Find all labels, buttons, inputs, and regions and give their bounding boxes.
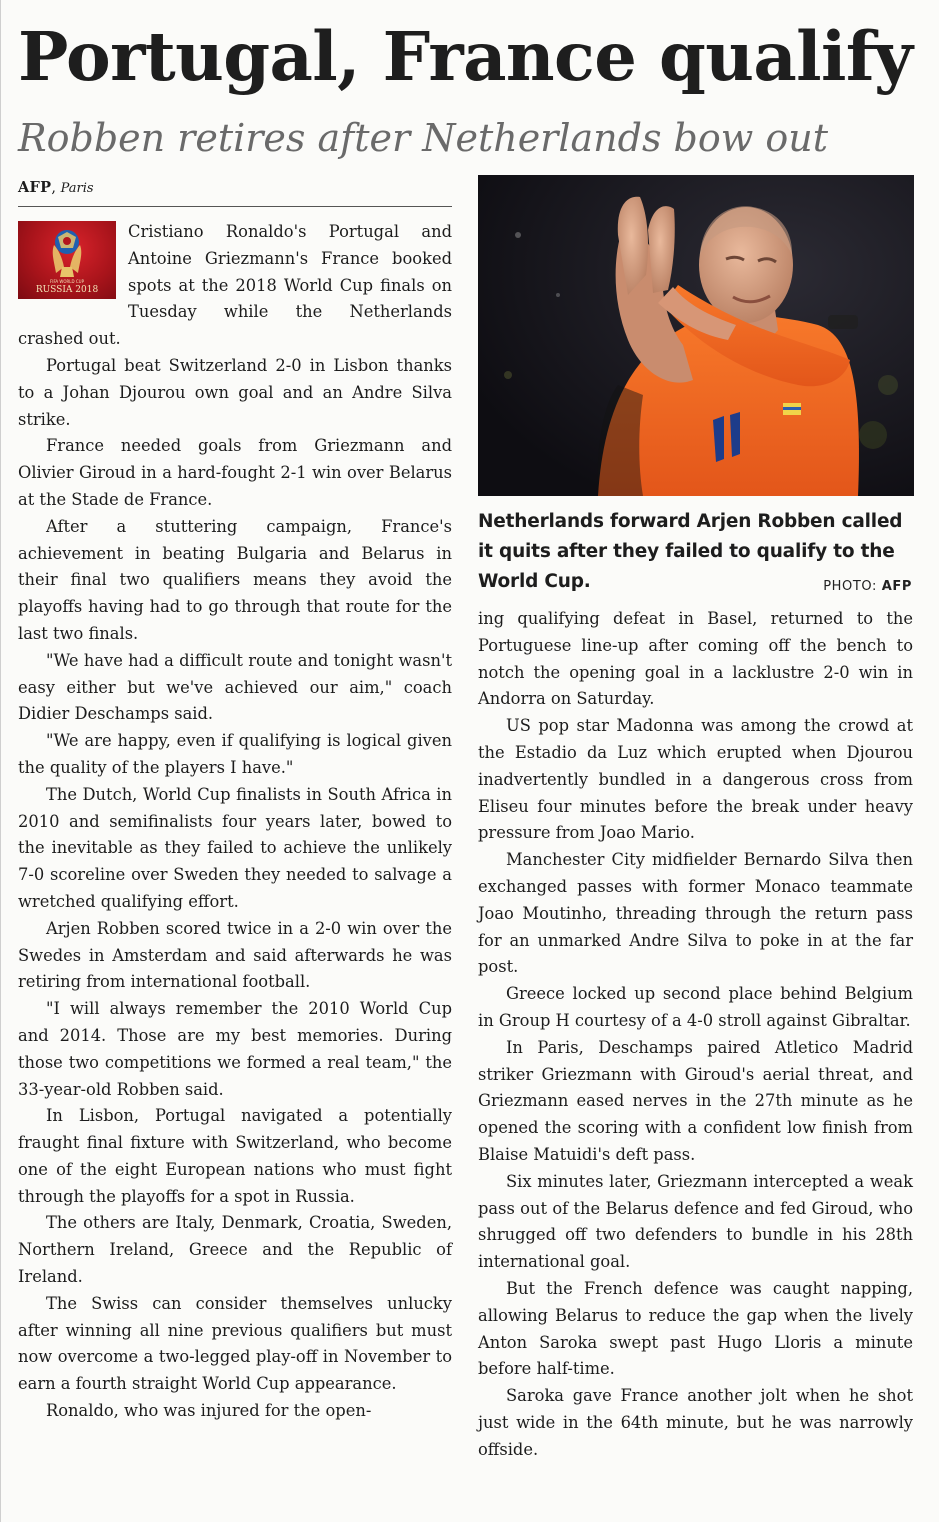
article-left-column xyxy=(18,219,452,1425)
byline-rule xyxy=(18,206,452,207)
article-paragraph: France needed goals from Griezmann and Olivier Giroud in a hard-fought 2-1 win over Belarus at the Stade de France. xyxy=(18,436,452,509)
page-left-rule xyxy=(0,0,1,1522)
byline xyxy=(18,176,94,201)
article-paragraph: The others are Italy, Denmark, Croatia, Sweden, Northern Ireland, Greece and the Republic of Ireland. xyxy=(18,1213,452,1287)
news-photo xyxy=(478,175,914,496)
article-paragraph: Saroka gave France another jolt when he shot just wide in the 64th minute, but he was narrowly offside. xyxy=(478,1386,913,1459)
footballer-applauding-icon xyxy=(478,175,914,496)
article-paragraph: Manchester City midfielder Bernardo Silva then exchanged passes with former Monaco teammate Joao Moutinho, threading through the return pass for an unmarked Andre Silva to poke in at the far post. xyxy=(478,850,913,977)
logo-small-text: FIFA WORLD CUP xyxy=(49,279,85,284)
article-right-column xyxy=(478,606,913,1464)
article-paragraph: "We are happy, even if qualifying is logical given the quality of the players I have." xyxy=(18,731,452,777)
article-paragraph: The Swiss can consider themselves unlucky after winning all nine previous qualifiers but must now overcome a two-legged play-off in November to earn a fourth straight World Cup appearance. xyxy=(18,1293,452,1394)
byline-separator: , xyxy=(51,180,56,196)
article-paragraph: The Dutch, World Cup finalists in South Africa in 2010 and semifinalists four years later, bowed to the inevitable as they failed to achieve the unlikely 7-0 scoreline over Sweden they needed to salvage a wretched qualifying effort. xyxy=(18,784,452,911)
article-paragraph: Cristiano Ronaldo's Portugal and Antoine Griezmann's France booked spots at the 2018 World Cup finals on Tuesday while the Netherlands crashed out. xyxy=(18,222,452,349)
logo-text: RUSSIA 2018 xyxy=(35,285,99,295)
article-paragraph: But the French defence was caught napping, allowing Belarus to reduce the gap when the lively Anton Saroka swept past Hugo Lloris a minute before half-time. xyxy=(478,1278,913,1379)
article-paragraph: Ronaldo, who was injured for the open- xyxy=(46,1401,372,1421)
article-paragraph: After a stuttering campaign, France's achievement in beating Bulgaria and Belarus in their final two qualifiers means they avoid the playoffs having had to go through that route for the last two finals. xyxy=(18,516,452,643)
article-paragraph: "I will always remember the 2010 World Cup and 2014. Those are my best memories. During those two competitions we formed a real team," the 33-year-old Robben said. xyxy=(18,999,452,1099)
article-paragraph: Greece locked up second place behind Belgium in Group H courtesy of a 4-0 stroll against Gibraltar. xyxy=(478,984,913,1030)
photo-credit-source: AFP xyxy=(881,579,912,594)
photo-credit xyxy=(823,579,912,594)
article-paragraph: Six minutes later, Griezmann intercepted a weak pass out of the Belarus defence and fed Giroud, who shrugged off two defenders to bundle in his 28th international goal. xyxy=(478,1171,913,1272)
article-paragraph: In Paris, Deschamps paired Atletico Madrid striker Griezmann with Giroud's aerial threat, and Griezmann eased nerves in the 27th minute as he opened the scoring with a confident low finish from Blaise Matuidi's deft pass. xyxy=(478,1037,913,1164)
world-cup-logo xyxy=(18,221,116,299)
article-paragraph: US pop star Madonna was among the crowd at the Estadio da Luz which erupted when Djourou inadvertently bundled in a dangerous cross from Eliseu four minutes before the break under heavy pressure from Joao Mario. xyxy=(478,716,913,843)
world-cup-trophy-icon xyxy=(18,221,116,299)
photo-credit-label: PHOTO: xyxy=(823,579,877,594)
article-paragraph: ing qualifying defeat in Basel, returned to the Portuguese line-up after coming off the bench to notch the opening goal in a lacklustre 2-0 win in Andorra on Saturday. xyxy=(478,609,913,709)
photo-caption: Netherlands forward Arjen Robben called it quits after they failed to qualify to the World Cup. xyxy=(478,511,903,592)
article-paragraph: Portugal beat Switzerland 2-0 in Lisbon thanks to a Johan Djourou own goal and an Andre Silva strike. xyxy=(18,355,452,429)
subheadline: Robben retires after Netherlands bow out xyxy=(18,116,828,160)
byline-city: Paris xyxy=(60,181,94,196)
article-paragraph: "We have had a difficult route and tonight wasn't easy either but we've achieved our aim," coach Didier Deschamps said. xyxy=(18,650,452,724)
article-paragraph: In Lisbon, Portugal navigated a potentially fraught final fixture with Switzerland, who become one of the eight European nations who must fight through the playoffs for a spot in Russia. xyxy=(18,1106,452,1206)
byline-agency: AFP xyxy=(18,179,52,196)
article-paragraph: Arjen Robben scored twice in a 2-0 win over the Swedes in Amsterdam and said afterwards he was retiring from international football. xyxy=(18,918,452,992)
headline: Portugal, France qualify xyxy=(18,17,913,96)
